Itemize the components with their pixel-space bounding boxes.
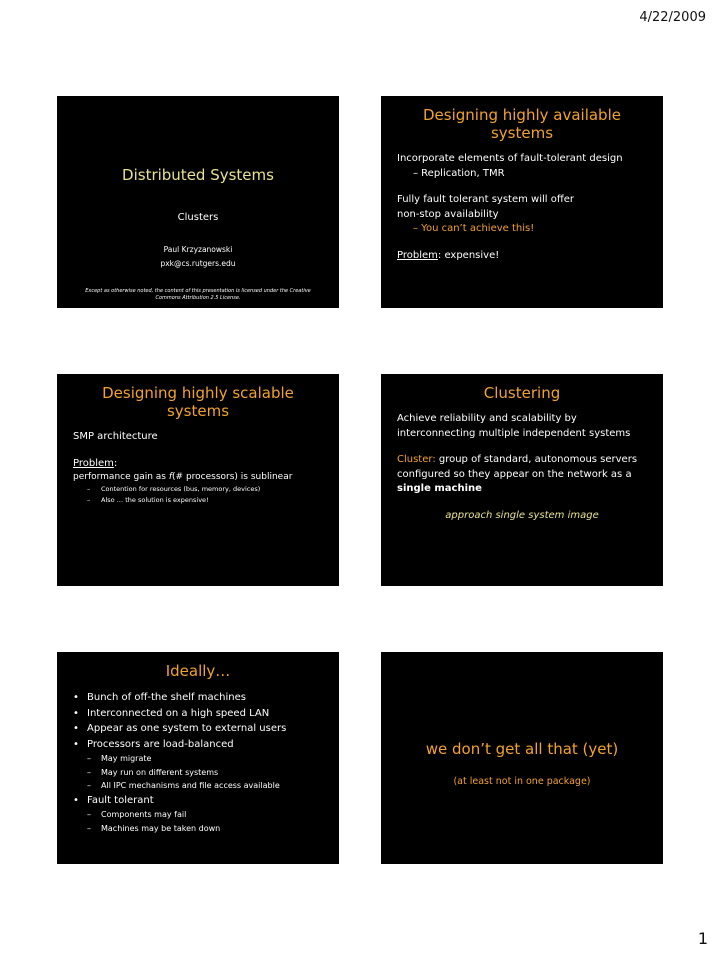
perf-text-f: f <box>168 472 173 482</box>
slide-heading: Designing highly scalable systems <box>102 384 294 420</box>
slide-heading: Ideally… <box>165 662 231 680</box>
slide-title <box>57 96 339 308</box>
cluster-label: Cluster: <box>397 454 436 465</box>
slide-clustering <box>381 374 663 586</box>
list-item: – Contention for resources (bus, memory, devices) <box>87 485 261 494</box>
list-item: • Bunch of off-the shelf machines <box>73 692 246 703</box>
slide-title-heading: Distributed Systems <box>122 166 274 184</box>
slide-high-scalability <box>57 374 339 586</box>
slide-high-availability <box>381 96 663 308</box>
list-item-text: Interconnected on a high speed LAN <box>87 707 270 719</box>
problem-colon: : <box>113 457 118 469</box>
perf-text-a: performance gain as <box>73 472 169 482</box>
list-item-text: Also … the solution is expensive! <box>101 496 209 505</box>
slide-headline: we don’t get all that (yet) <box>425 740 619 758</box>
problem-text: : expensive! <box>437 249 500 261</box>
list-item: • Processors are load-balanced <box>73 738 234 750</box>
list-item-text: Contention for resources (bus, memory, devices) <box>101 485 261 494</box>
author-email: pxk@cs.rutgers.edu <box>160 259 236 269</box>
sub-line-highlight: – You can’t achieve this! <box>413 223 535 234</box>
list-item-text: Bunch of off-the shelf machines <box>87 692 246 703</box>
list-item-text: May run on different systems <box>101 767 219 777</box>
cluster-definition <box>397 453 647 468</box>
text-line: Fully fault tolerant system will offer <box>397 194 575 205</box>
text-line: configured so they appear on the network as a <box>397 468 632 480</box>
list-item: – Components may fail <box>87 810 187 820</box>
list-item: • Fault tolerant <box>73 794 154 806</box>
slide-ideally <box>57 652 339 864</box>
problem-label: Problem <box>73 457 114 469</box>
author-block <box>73 243 323 272</box>
bullet-list <box>73 793 323 809</box>
sub-list <box>73 484 323 506</box>
list-item-text: Machines may be taken down <box>101 823 221 833</box>
page-date: 4/22/2009 <box>639 10 706 25</box>
slide-heading: Clustering <box>483 384 561 402</box>
list-item-text: May migrate <box>101 754 152 763</box>
text-line: SMP architecture <box>73 431 158 442</box>
slide-heading: Designing highly available systems <box>423 106 621 142</box>
list-item: • Interconnected on a high speed LAN <box>73 707 270 719</box>
list-item: – May run on different systems <box>87 767 219 777</box>
text-line <box>73 471 323 484</box>
license-note: Except as otherwise noted, the content of this presentation is licensed under the Creative Commons Attribution 2.5 License. <box>85 287 311 301</box>
list-item-text: Components may fail <box>101 810 187 820</box>
author-name: Paul Krzyzanowski <box>163 245 233 254</box>
sub-list <box>73 808 323 835</box>
list-item: – Machines may be taken down <box>87 823 221 833</box>
bullet-list <box>73 690 323 752</box>
list-item: – May migrate <box>87 754 152 763</box>
list-item: • Appear as one system to external users <box>73 723 287 734</box>
problem-line <box>73 457 323 472</box>
text-line: Achieve reliability and scalability by <box>397 413 577 424</box>
page-number: 1 <box>697 929 708 948</box>
sub-line: – Replication, TMR <box>413 167 505 179</box>
slide-not-yet <box>381 652 663 864</box>
problem-line <box>397 249 647 264</box>
slide-note: (at least not in one package) <box>453 776 591 787</box>
cluster-text: group of standard, autonomous servers <box>435 454 638 465</box>
list-item: – Also … the solution is expensive! <box>87 496 209 505</box>
perf-text-b: (# processors) is sublinear <box>172 472 293 482</box>
approach-line: approach single system image <box>445 509 599 521</box>
text-line: Incorporate elements of fault-tolerant design <box>397 153 623 164</box>
list-item: – All IPC mechanisms and file access available <box>87 781 280 791</box>
text-line: single machine <box>397 483 482 494</box>
list-item-text: All IPC mechanisms and file access available <box>101 781 280 791</box>
text-line: non-stop availability <box>397 208 499 220</box>
sub-list <box>73 752 323 793</box>
text-line: interconnecting multiple independent systems <box>397 427 631 439</box>
problem-label: Problem <box>397 249 438 261</box>
list-item-text: Fault tolerant <box>87 794 154 806</box>
list-item-text: Appear as one system to external users <box>87 723 287 734</box>
list-item-text: Processors are load-balanced <box>87 738 234 750</box>
slide-title-subtitle: Clusters <box>177 212 219 223</box>
